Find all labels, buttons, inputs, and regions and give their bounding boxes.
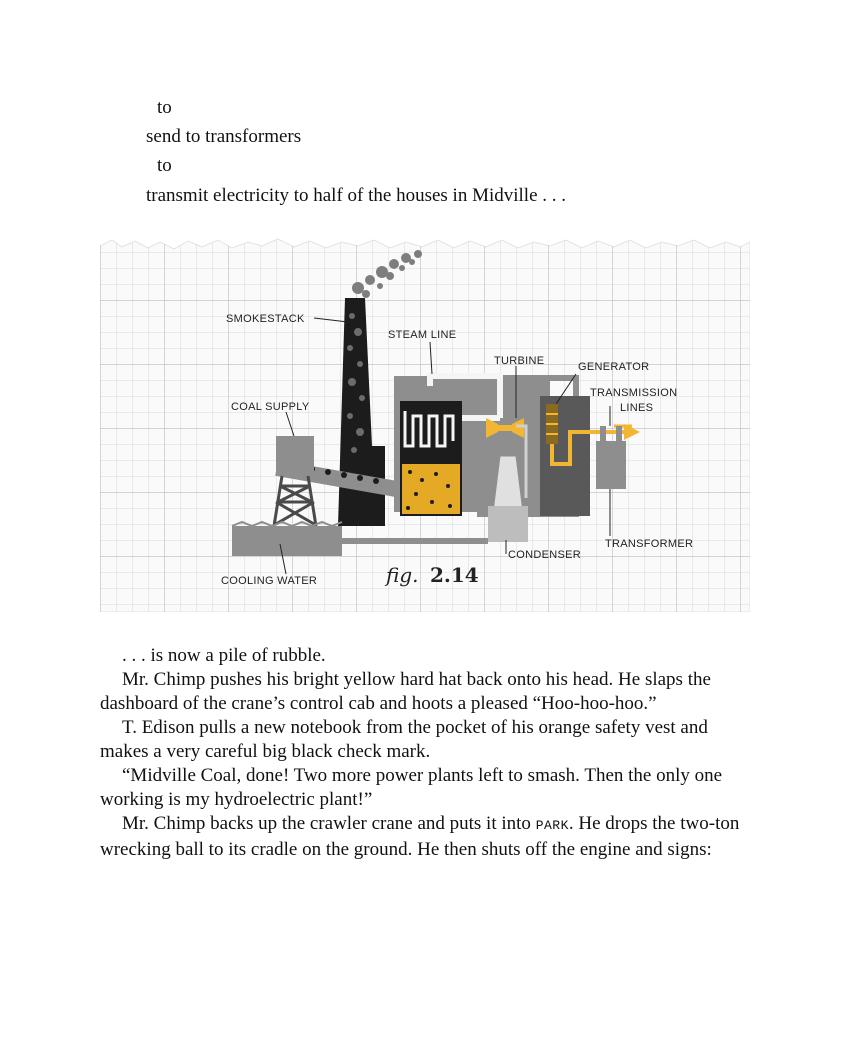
coal-hopper — [276, 436, 314, 476]
paragraph-chimp-park-text-2: . He drops the two-ton wrecking ball to its cradle on the ground. He then shuts off the engine and signs: — [100, 813, 740, 860]
line-to-1: to — [157, 97, 172, 118]
paragraph-chimp-hat — [100, 668, 760, 716]
paragraph-rubble — [100, 644, 760, 668]
paragraph-chimp-park-text-1: Mr. Chimp backs up the crawler crane and puts it into — [122, 813, 531, 834]
transformer-icon — [596, 441, 626, 489]
park-smallcaps: PARK — [535, 818, 569, 833]
paragraph-midville-coal — [100, 764, 760, 812]
power-plant-diagram — [100, 236, 750, 612]
label-transmission: TRANSMISSION — [590, 387, 678, 399]
paragraph-edison-notebook — [100, 716, 760, 764]
cooling-water — [232, 526, 342, 556]
label-smokestack: SMOKESTACK — [226, 313, 305, 325]
label-transformer: TRANSFORMER — [605, 538, 694, 550]
line-send-to-transformers: send to transformers — [146, 126, 302, 147]
paragraph-chimp-park — [100, 812, 760, 862]
paragraph-midville-coal-text: “Midville Coal, done! Two more power plants left to smash. Then the only one working is my hydroelectric plant!” — [100, 765, 723, 810]
label-lines: LINES — [620, 402, 654, 414]
label-steam-line: STEAM LINE — [388, 329, 457, 341]
label-coal-supply: COAL SUPPLY — [231, 401, 310, 413]
figure-caption-prefix: fig. — [386, 563, 419, 587]
paragraph-chimp-hat-text: Mr. Chimp pushes his bright yellow hard hat back onto his head. He slaps the dashboard of the crane’s control cab and hoots a pleased “Hoo-hoo-hoo.” — [100, 669, 711, 714]
line-to-2: to — [157, 155, 172, 176]
label-condenser: CONDENSER — [508, 549, 581, 561]
label-generator: GENERATOR — [578, 361, 650, 373]
label-turbine: TURBINE — [494, 355, 545, 367]
figure-caption-number: 2.14 — [430, 563, 479, 587]
line-transmit-electricity: transmit electricity to half of the houses in Midville . . . — [146, 185, 567, 206]
paragraph-edison-notebook-text: T. Edison pulls a new notebook from the pocket of his orange safety vest and makes a very careful big black check mark. — [100, 717, 708, 762]
diagram-svg — [100, 236, 750, 612]
paragraph-rubble-text: . . . is now a pile of rubble. — [122, 645, 326, 666]
label-cooling-water: COOLING WATER — [221, 575, 318, 587]
